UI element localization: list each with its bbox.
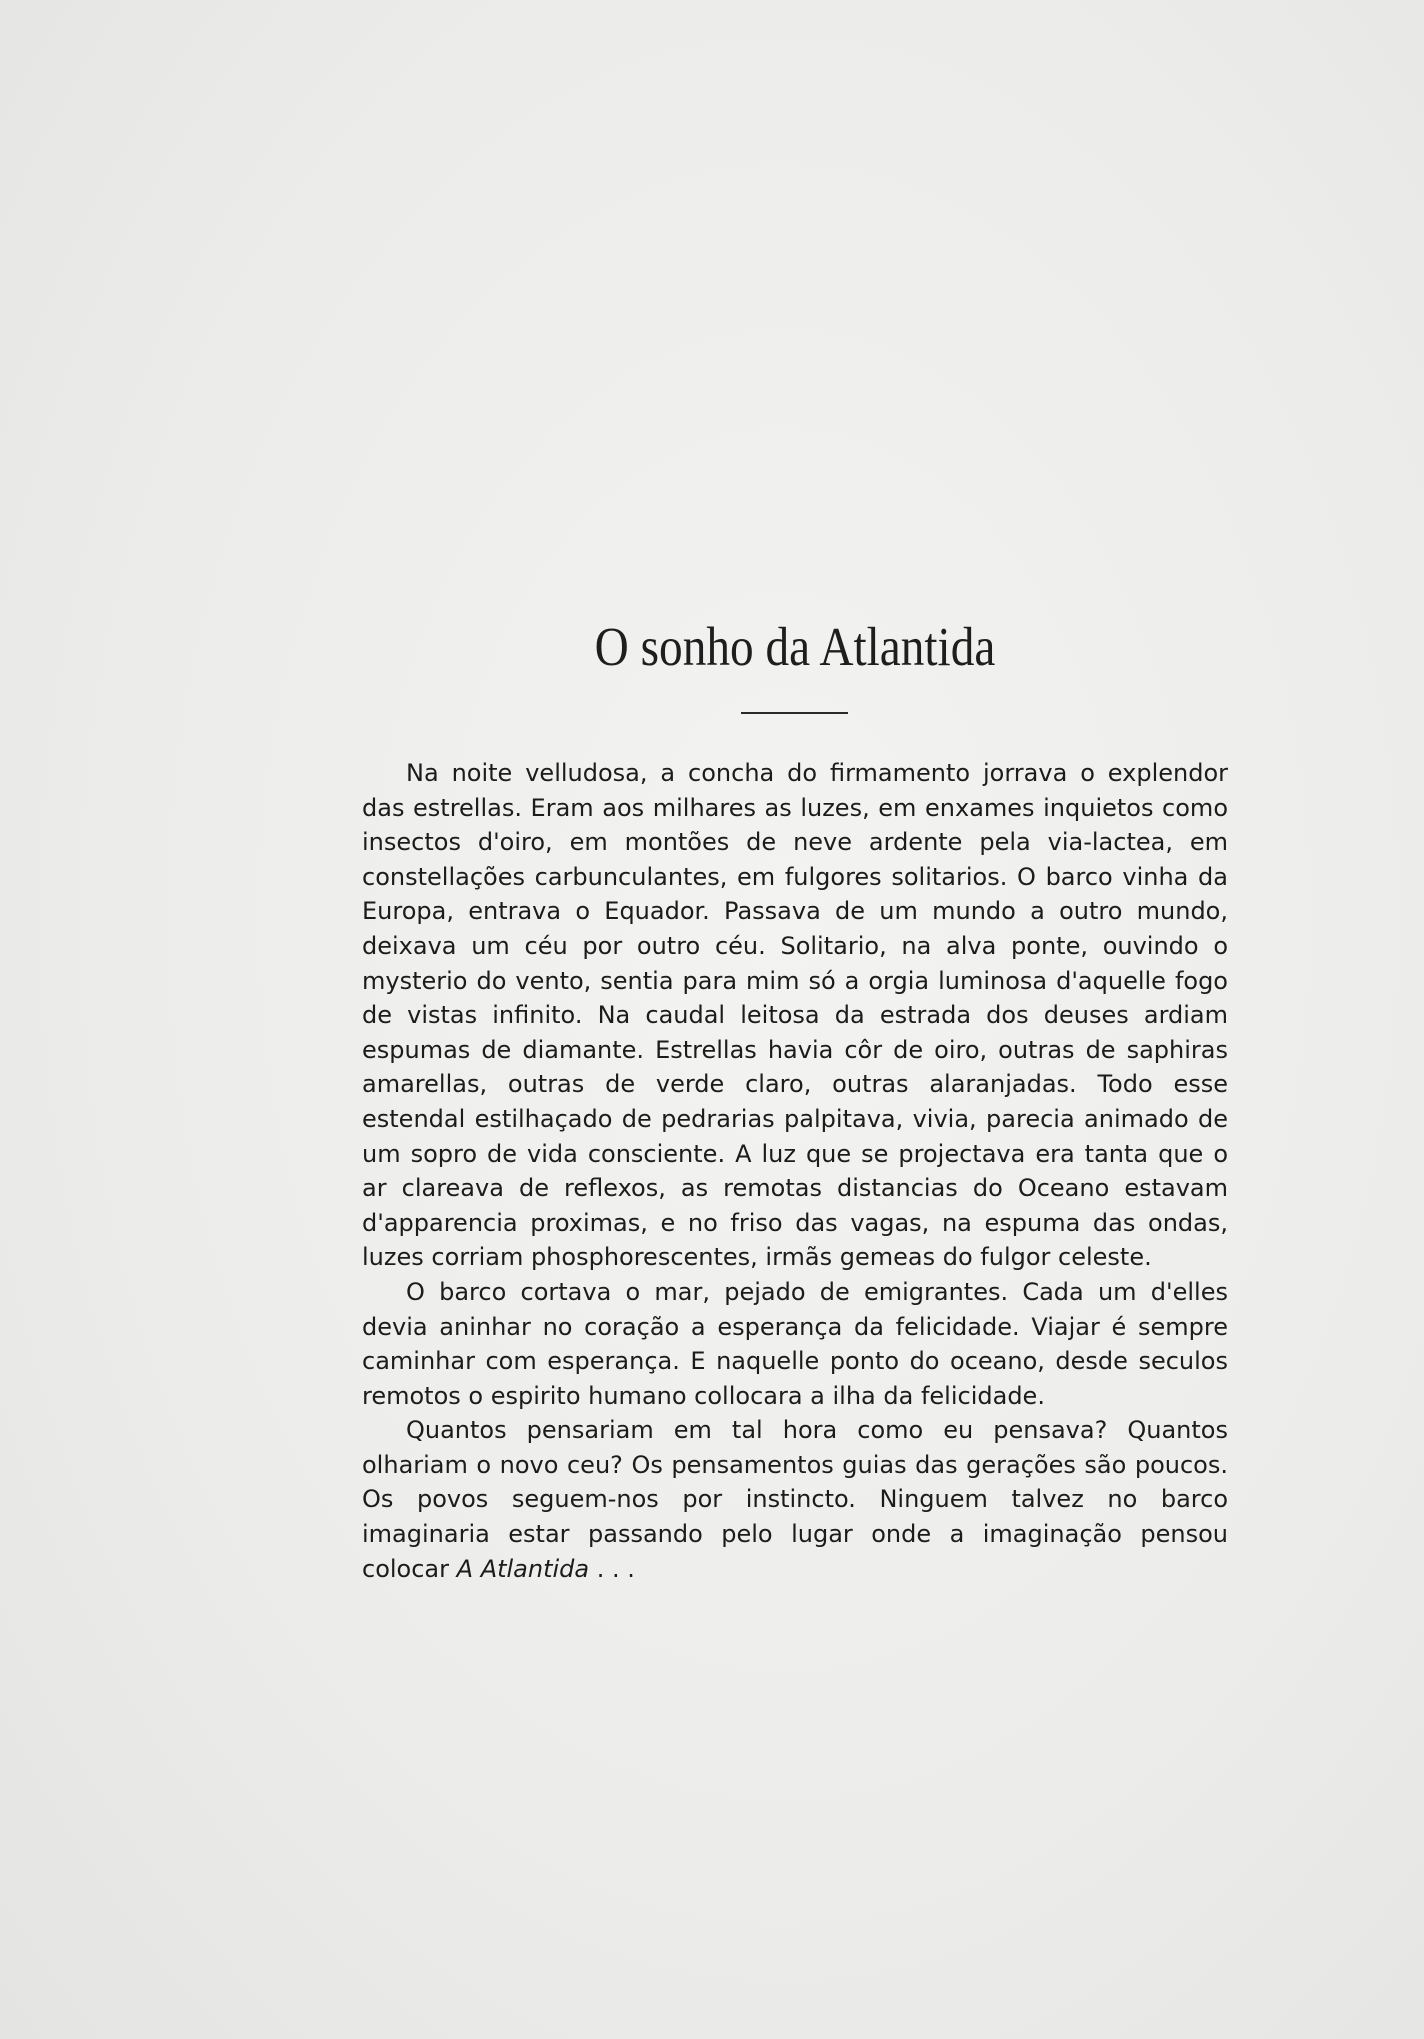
chapter-title: O sonho da Atlantida bbox=[594, 616, 996, 677]
italic-book-title: A Atlantida bbox=[456, 1554, 590, 1583]
title-divider bbox=[741, 712, 848, 714]
paragraph: Na noite velludosa, a concha do firmamento jorrava o explendor das estrellas. Eram aos milhares as luzes, em enxames inquietos como insectos d'oiro, em montões de neve ardente pela via-lactea, em constellações carbunculantes, em fulgores solitarios. O barco vinha da Europa, entrava o Equador. Passava de um mundo a outro mundo, deixava um céu por outro céu. Solitario, na alva ponte, ouvindo o mysterio do vento, sentia para mim só a orgia luminosa d'aquelle fogo de vistas infinito. Na caudal leitosa da estrada dos deuses ardiam espumas de diamante. Estrellas havia côr de oiro, outras de saphiras amarellas, outras de verde claro, outras alaranjadas. Todo esse estendal estilhaçado de pedrarias palpitava, vivia, parecia animado de um sopro de vida consciente. A luz que se projectava era tanta que o ar clareava de reflexos, as remotas distancias do Oceano estavam d'apparencia proximas, e no friso das vagas, na espuma das ondas, luzes corriam phosphorescentes, irmãs gemeas do fulgor celeste. bbox=[362, 759, 1228, 1272]
paragraph: O barco cortava o mar, pejado de emigrantes. Cada um d'elles devia aninhar no coração a esperança da felicidade. Viajar é sempre caminhar com esperança. E naquelle ponto do oceano, desde seculos remotos o espirito humano collocara a ilha da felicidade. bbox=[362, 1277, 1228, 1410]
paragraph bbox=[362, 1413, 1228, 1586]
chapter-body bbox=[362, 756, 1228, 1586]
paragraph-text: Quantos pensariam em tal hora como eu pensava? Quantos olhariam o novo ceu? Os pensamentos guias das gerações são poucos. Os povos seguem-nos por instincto. Ninguem talvez no barco imaginaria estar passando pelo lugar onde a imaginação pensou colocar bbox=[362, 1416, 1228, 1583]
ellipsis: . . . bbox=[589, 1554, 635, 1583]
